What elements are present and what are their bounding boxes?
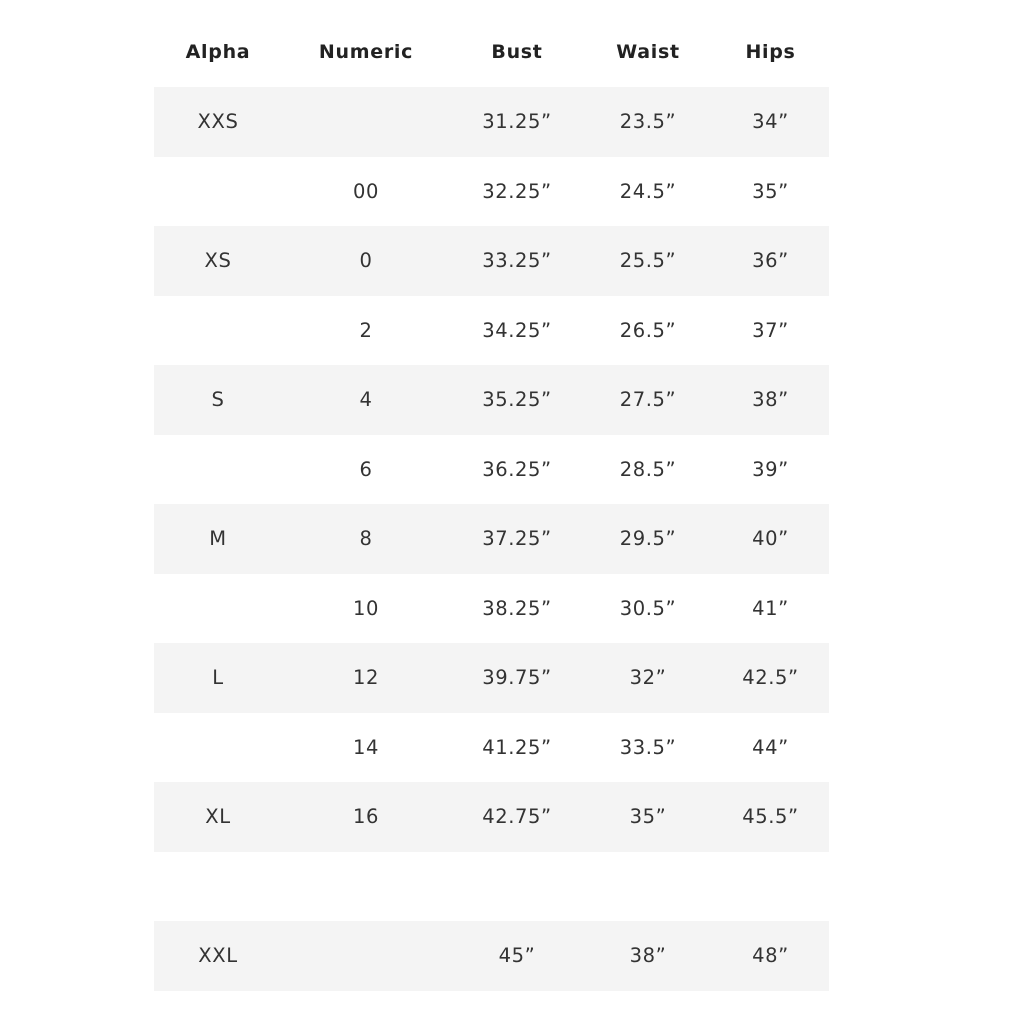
- cell-hips: 34”: [752, 110, 789, 134]
- table-row: [154, 365, 829, 435]
- cell-hips: 37”: [752, 318, 789, 342]
- table-row: [154, 87, 829, 157]
- cell-numeric: 16: [352, 805, 379, 829]
- cell-waist: 33.5”: [619, 735, 677, 759]
- cell-numeric: 14: [352, 735, 379, 759]
- cell-hips: 40”: [752, 527, 789, 551]
- cell-waist: 23.5”: [619, 110, 677, 134]
- cell-bust: 39.75”: [482, 666, 552, 690]
- cell-waist: 25.5”: [619, 249, 677, 273]
- table-row: [154, 921, 829, 991]
- cell-bust: 45”: [498, 944, 536, 968]
- cell-alpha: XL: [205, 805, 231, 829]
- table-row: [154, 157, 829, 227]
- cell-numeric: 12: [352, 666, 379, 690]
- cell-alpha: M: [209, 527, 227, 551]
- cell-waist: 35”: [629, 805, 667, 829]
- cell-hips: 35”: [752, 179, 789, 203]
- table-row: [154, 574, 829, 644]
- cell-hips: 38”: [752, 388, 789, 412]
- table-row: [154, 643, 829, 713]
- cell-bust: 35.25”: [482, 388, 552, 412]
- cell-hips: 39”: [752, 457, 789, 481]
- cell-bust: 41.25”: [482, 735, 552, 759]
- cell-waist: 32”: [629, 666, 667, 690]
- table-row: [154, 435, 829, 505]
- cell-alpha: S: [211, 388, 225, 412]
- header-bust: Bust: [491, 41, 543, 63]
- header-numeric: Numeric: [318, 41, 414, 63]
- table-row: [154, 226, 829, 296]
- cell-hips: 44”: [752, 735, 789, 759]
- cell-bust: 32.25”: [482, 179, 552, 203]
- cell-waist: 24.5”: [619, 179, 677, 203]
- cell-numeric: 4: [359, 388, 373, 412]
- cell-alpha: XS: [204, 249, 232, 273]
- table-spacer: [154, 852, 829, 922]
- cell-numeric: 8: [359, 527, 373, 551]
- cell-numeric: 00: [352, 179, 379, 203]
- table-row: [154, 296, 829, 366]
- cell-bust: 37.25”: [482, 527, 552, 551]
- cell-numeric: 6: [359, 457, 373, 481]
- cell-alpha: L: [212, 666, 224, 690]
- cell-bust: 33.25”: [482, 249, 552, 273]
- cell-numeric: 0: [359, 249, 373, 273]
- cell-waist: 30.5”: [619, 596, 677, 620]
- table-row: [154, 504, 829, 574]
- cell-waist: 28.5”: [619, 457, 677, 481]
- cell-bust: 34.25”: [482, 318, 552, 342]
- cell-waist: 27.5”: [619, 388, 677, 412]
- cell-hips: 48”: [752, 944, 789, 968]
- header-waist: Waist: [616, 41, 680, 63]
- size-chart-table: [154, 17, 829, 991]
- table-row: [154, 713, 829, 783]
- header-hips: Hips: [745, 41, 796, 63]
- cell-bust: 38.25”: [482, 596, 552, 620]
- cell-bust: 31.25”: [482, 110, 552, 134]
- cell-alpha: XXS: [197, 110, 239, 134]
- cell-hips: 45.5”: [742, 805, 799, 829]
- cell-waist: 29.5”: [619, 527, 677, 551]
- cell-numeric: 2: [359, 318, 373, 342]
- cell-waist: 26.5”: [619, 318, 677, 342]
- cell-bust: 36.25”: [482, 457, 552, 481]
- cell-hips: 41”: [752, 596, 789, 620]
- table-header-row: [154, 17, 829, 87]
- cell-waist: 38”: [629, 944, 667, 968]
- cell-alpha: XXL: [198, 944, 238, 968]
- cell-bust: 42.75”: [482, 805, 552, 829]
- header-alpha: Alpha: [185, 41, 251, 63]
- cell-numeric: 10: [352, 596, 379, 620]
- table-row: [154, 782, 829, 852]
- cell-hips: 36”: [752, 249, 789, 273]
- cell-hips: 42.5”: [742, 666, 799, 690]
